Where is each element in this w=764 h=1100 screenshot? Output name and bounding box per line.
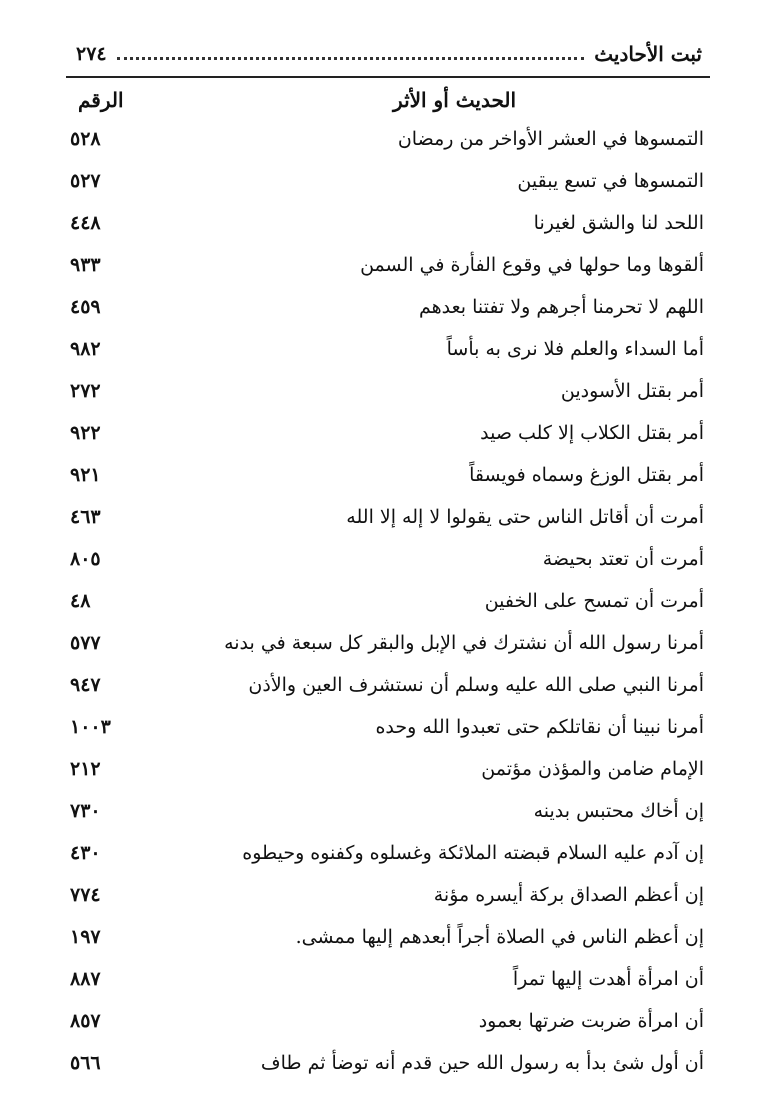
- page-number: ٢٧٤: [76, 43, 107, 65]
- hadith-text: التمسوها في تسع يبقين: [517, 170, 704, 192]
- list-item: [70, 668, 704, 710]
- list-item: [70, 500, 704, 542]
- hadith-text: أن امرأة ضربت ضرتها بعمود: [478, 1010, 704, 1032]
- hadith-number: ٥٢٧: [70, 170, 101, 192]
- hadith-text: أمرنا نبينا أن نقاتلكم حتى تعبدوا الله وحده: [375, 716, 704, 738]
- hadith-text: إن أعظم الصداق بركة أيسره مؤنة: [433, 884, 704, 906]
- list-item: [70, 1046, 704, 1088]
- header-rule: [66, 76, 710, 78]
- hadith-number: ٤٨: [70, 590, 91, 612]
- hadith-number: ٧٧٤: [70, 884, 101, 906]
- hadith-number: ٢٧٢: [70, 380, 101, 402]
- hadith-number: ١٠٠٣: [70, 716, 111, 738]
- hadith-text: أمر بقتل الكلاب إلا كلب صيد: [480, 422, 704, 444]
- hadith-number: ٩٢٢: [70, 422, 101, 444]
- hadith-number: ٢١٢: [70, 758, 101, 780]
- list-item: [70, 962, 704, 1004]
- hadith-number: ٩٣٣: [70, 254, 101, 276]
- hadith-text: أن أول شئ بدأ به رسول الله حين قدم أنه توضأ ثم طاف: [260, 1052, 704, 1074]
- running-head: [76, 38, 702, 70]
- hadith-number: ٩٨٢: [70, 338, 101, 360]
- hadith-number: ٤٥٩: [70, 296, 101, 318]
- hadith-number: ٥٧٧: [70, 632, 101, 654]
- list-item: [70, 122, 704, 164]
- dot-leader: [117, 43, 585, 60]
- hadith-number: ٨٨٧: [70, 968, 101, 990]
- hadith-index-list: [70, 122, 704, 1088]
- list-item: [70, 878, 704, 920]
- list-item: [70, 584, 704, 626]
- hadith-number: ٧٣٠: [70, 800, 101, 822]
- hadith-text: أمرت أن تمسح على الخفين: [484, 590, 704, 612]
- list-item: [70, 458, 704, 500]
- list-item: [70, 920, 704, 962]
- list-item: [70, 374, 704, 416]
- hadith-number: ٨٥٧: [70, 1010, 101, 1032]
- list-item: [70, 710, 704, 752]
- list-item: [70, 1004, 704, 1046]
- list-item: [70, 836, 704, 878]
- hadith-text: أمرت أن أقاتل الناس حتى يقولوا لا إله إلا الله: [346, 506, 704, 528]
- list-item: [70, 794, 704, 836]
- hadith-text: الإمام ضامن والمؤذن مؤتمن: [481, 758, 704, 780]
- hadith-text: أما السداء والعلم فلا نرى به بأساً: [446, 338, 704, 360]
- hadith-text: أن امرأة أهدت إليها تمراً: [512, 968, 704, 990]
- list-item: [70, 542, 704, 584]
- list-item: [70, 164, 704, 206]
- hadith-number: ٥٢٨: [70, 128, 101, 150]
- list-item: [70, 626, 704, 668]
- hadith-number: ٤٣٠: [70, 842, 101, 864]
- list-item: [70, 206, 704, 248]
- hadith-text: أمر بقتل الوزغ وسماه فويسقاً: [469, 464, 704, 486]
- column-header-hadith: الحديث أو الأثر: [393, 88, 516, 112]
- hadith-text: اللهم لا تحرمنا أجرهم ولا تفتنا بعدهم: [419, 296, 704, 318]
- hadith-text: اللحد لنا والشق لغيرنا: [533, 212, 704, 234]
- hadith-number: ٨٠٥: [70, 548, 101, 570]
- column-header-number: الرقم: [78, 88, 124, 112]
- hadith-text: إن آدم عليه السلام قبضته الملائكة وغسلوه وكفنوه وحيطوه: [242, 842, 704, 864]
- hadith-number: ٩٢١: [70, 464, 101, 486]
- hadith-number: ٤٤٨: [70, 212, 101, 234]
- list-item: [70, 752, 704, 794]
- list-item: [70, 416, 704, 458]
- running-title: ثبت الأحاديث: [594, 42, 702, 66]
- hadith-text: التمسوها في العشر الأواخر من رمضان: [397, 128, 704, 150]
- hadith-number: ٤٦٣: [70, 506, 101, 528]
- hadith-text: أمرنا النبي صلى الله عليه وسلم أن نستشرف العين والأذن: [248, 674, 704, 696]
- column-headers: [78, 88, 704, 118]
- list-item: [70, 248, 704, 290]
- hadith-text: أمرنا رسول الله أن نشترك في الإبل والبقر كل سبعة في بدنه: [224, 632, 704, 654]
- list-item: [70, 332, 704, 374]
- hadith-text: أمر بقتل الأسودين: [560, 380, 704, 402]
- hadith-number: ٥٦٦: [70, 1052, 101, 1074]
- hadith-text: ألقوها وما حولها في وقوع الفأرة في السمن: [360, 254, 704, 276]
- hadith-text: أمرت أن تعتد بحيضة: [542, 548, 704, 570]
- list-item: [70, 290, 704, 332]
- hadith-number: ١٩٧: [70, 926, 101, 948]
- hadith-text: إن أخاك محتبس بدينه: [533, 800, 704, 822]
- hadith-text: إن أعظم الناس في الصلاة أجراً أبعدهم إليها ممشى.: [295, 926, 704, 948]
- hadith-number: ٩٤٧: [70, 674, 101, 696]
